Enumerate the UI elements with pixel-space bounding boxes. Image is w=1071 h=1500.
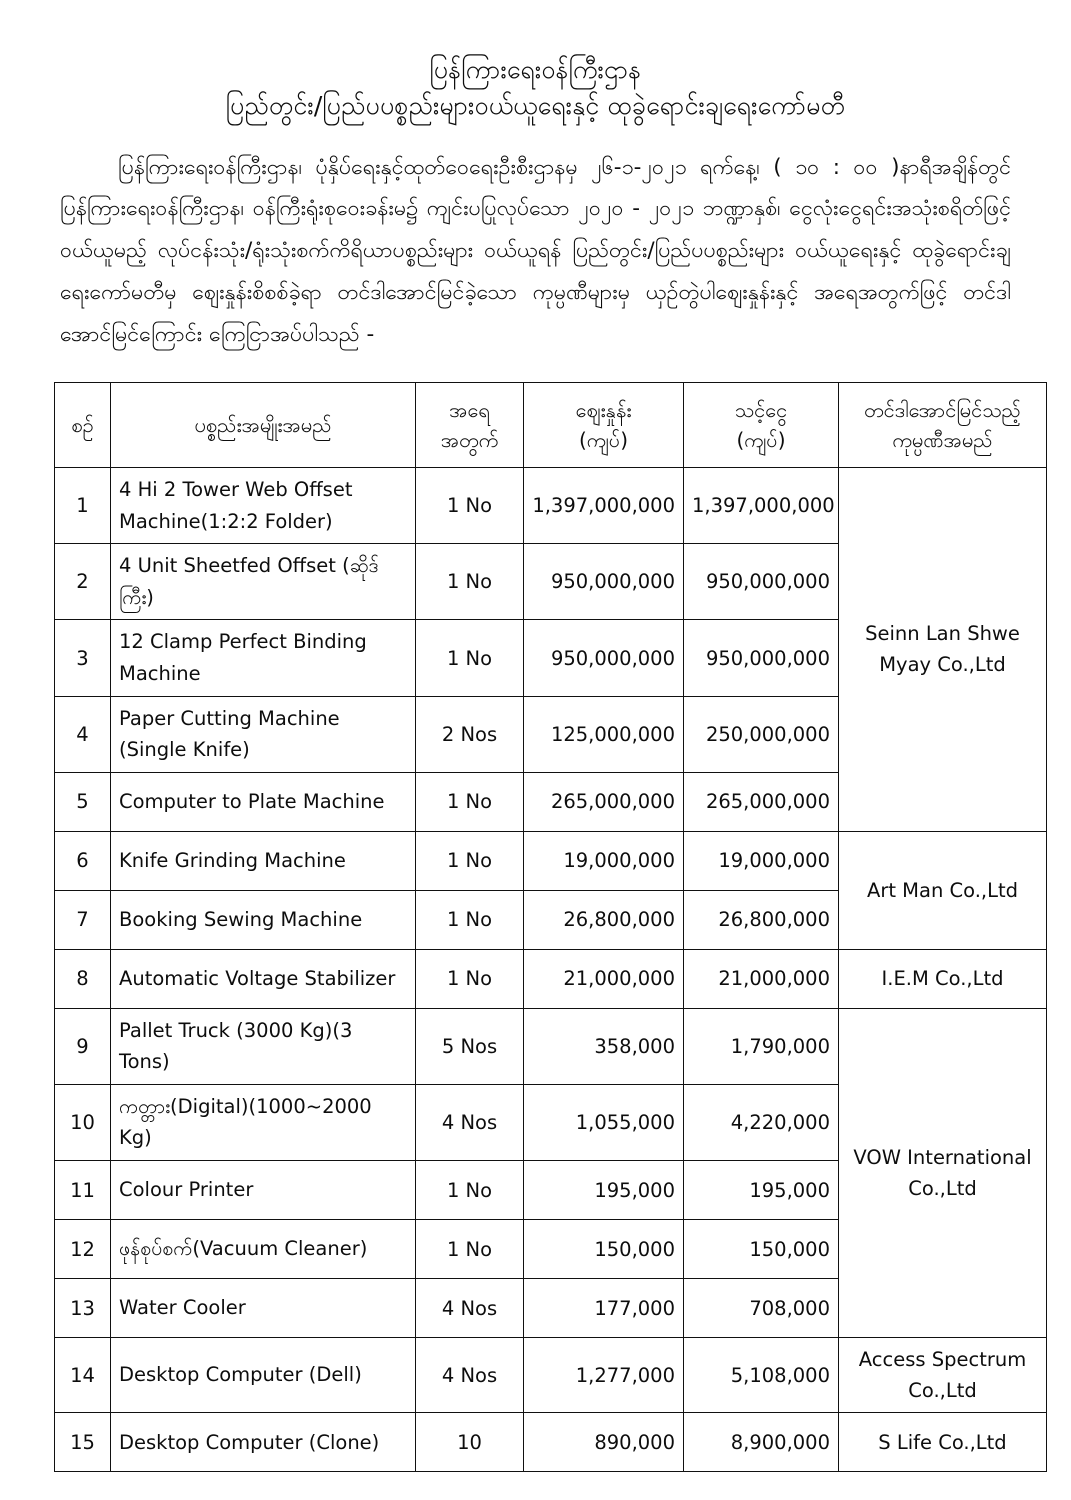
cell-item: ကတ္တား(Digital)(1000~2000 Kg)	[111, 1084, 416, 1160]
cell-serial: 12	[55, 1220, 111, 1279]
ministry-title: ပြန်ကြားရေးဝန်ကြီးဌာန	[429, 55, 642, 84]
cell-unit-price: 150,000	[524, 1220, 684, 1279]
cell-amount: 21,000,000	[684, 949, 839, 1008]
column-header-quantity: အရေ အတွက်	[416, 383, 524, 468]
cell-quantity: 4 Nos	[416, 1084, 524, 1160]
cell-unit-price: 1,277,000	[524, 1338, 684, 1413]
cell-item: Automatic Voltage Stabilizer	[111, 949, 416, 1008]
cell-item: Pallet Truck (3000 Kg)(3 Tons)	[111, 1008, 416, 1084]
cell-serial: 14	[55, 1338, 111, 1413]
cell-serial: 15	[55, 1413, 111, 1472]
cell-quantity: 5 Nos	[416, 1008, 524, 1084]
column-header-item: ပစ္စည်းအမျိုးအမည်	[111, 383, 416, 468]
cell-serial: 13	[55, 1279, 111, 1338]
cell-amount: 19,000,000	[684, 831, 839, 890]
column-header-company: တင်ဒါအောင်မြင်သည့် ကုမ္ပဏီအမည်	[839, 383, 1047, 468]
cell-amount: 950,000,000	[684, 544, 839, 620]
announcement-paragraph	[54, 147, 1017, 357]
cell-amount: 250,000,000	[684, 696, 839, 772]
cell-serial: 7	[55, 890, 111, 949]
cell-item: Desktop Computer (Dell)	[111, 1338, 416, 1413]
cell-serial: 5	[55, 772, 111, 831]
cell-amount: 950,000,000	[684, 620, 839, 696]
cell-company: I.E.M Co.,Ltd	[839, 949, 1047, 1008]
cell-quantity: 4 Nos	[416, 1338, 524, 1413]
cell-unit-price: 19,000,000	[524, 831, 684, 890]
cell-quantity: 1 No	[416, 831, 524, 890]
cell-unit-price: 195,000	[524, 1161, 684, 1220]
cell-serial: 3	[55, 620, 111, 696]
table-row	[55, 949, 1047, 1008]
cell-amount: 150,000	[684, 1220, 839, 1279]
cell-item: Water Cooler	[111, 1279, 416, 1338]
table-row	[55, 1338, 1047, 1413]
cell-item: 12 Clamp Perfect Binding Machine	[111, 620, 416, 696]
cell-amount: 708,000	[684, 1279, 839, 1338]
cell-unit-price: 1,397,000,000	[524, 468, 684, 544]
paragraph-text: ပြန်ကြားရေးဝန်ကြီးဌာန၊ ပုံနှိပ်ရေးနှင့်ထုတ်ဝေရေးဦးစီးဌာနမှ ၂၆-၁-၂၀၂၁ ရက်နေ့၊ ( ၁၀ : ၀၀ )နာရီအချိန်တွင် ပြန်ကြားရေးဝန်ကြီးဌာန၊ ဝန်ကြီးရုံးစုဝေးခန်းမ၌ ကျင်းပပြုလုပ်သော ၂၀၂၀ - ၂၀၂၁ ဘဏ္ဍာနှစ်၊ ငွေလုံးငွေရင်းအသုံးစရိတ်ဖြင့် ဝယ်ယူမည့် လုပ်ငန်းသုံး/ရုံးသုံးစက်ကိရိယာပစ္စည်းများ ဝယ်ယူရန် ပြည်တွင်း/ပြည်ပပစ္စည်းများ ဝယ်ယူရေးနှင့် ထုခွဲရောင်းချရေးကော်မတီမှ ဈေးနှုန်းစိစစ်ခဲ့ရာ တင်ဒါအောင်မြင်ခဲ့သော ကုမ္ပဏီများမှ ယှဉ်တွဲပါဈေးနှုန်းနှင့် အရေအတွက်ဖြင့် တင်ဒါအောင်မြင်ကြောင်း ကြေငြာအပ်ပါသည် -	[60, 154, 1011, 348]
document-header	[54, 52, 1017, 125]
committee-title: ပြည်တွင်း/ပြည်ပပစ္စည်းများဝယ်ယူရေးနှင့် ထုခွဲရောင်းချရေးကော်မတီ	[225, 91, 846, 121]
cell-item: Booking Sewing Machine	[111, 890, 416, 949]
cell-serial: 4	[55, 696, 111, 772]
cell-serial: 9	[55, 1008, 111, 1084]
cell-quantity: 10	[416, 1413, 524, 1472]
cell-serial: 1	[55, 468, 111, 544]
cell-item: 4 Hi 2 Tower Web Offset Machine(1:2:2 Folder)	[111, 468, 416, 544]
cell-company: Seinn Lan Shwe Myay Co.,Ltd	[839, 468, 1047, 832]
cell-serial: 10	[55, 1084, 111, 1160]
table-row	[55, 1413, 1047, 1472]
cell-item: Desktop Computer (Clone)	[111, 1413, 416, 1472]
table-header-row	[55, 383, 1047, 468]
cell-quantity: 4 Nos	[416, 1279, 524, 1338]
table-row	[55, 831, 1047, 890]
cell-quantity: 1 No	[416, 890, 524, 949]
cell-amount: 265,000,000	[684, 772, 839, 831]
cell-unit-price: 26,800,000	[524, 890, 684, 949]
column-header-serial: စဉ်	[55, 383, 111, 468]
cell-unit-price: 950,000,000	[524, 544, 684, 620]
cell-unit-price: 177,000	[524, 1279, 684, 1338]
cell-quantity: 1 No	[416, 544, 524, 620]
cell-serial: 6	[55, 831, 111, 890]
cell-unit-price: 950,000,000	[524, 620, 684, 696]
cell-quantity: 1 No	[416, 620, 524, 696]
cell-quantity: 2 Nos	[416, 696, 524, 772]
column-header-amount: သင့်ငွေ (ကျပ်)	[684, 383, 839, 468]
cell-amount: 8,900,000	[684, 1413, 839, 1472]
table-body	[55, 468, 1047, 1472]
cell-quantity: 1 No	[416, 1161, 524, 1220]
cell-unit-price: 1,055,000	[524, 1084, 684, 1160]
column-header-unit-price: ဈေးနှုန်း (ကျပ်)	[524, 383, 684, 468]
cell-unit-price: 125,000,000	[524, 696, 684, 772]
cell-item: Knife Grinding Machine	[111, 831, 416, 890]
cell-unit-price: 890,000	[524, 1413, 684, 1472]
cell-item: ဖုန်စုပ်စက်(Vacuum Cleaner)	[111, 1220, 416, 1279]
cell-item: Computer to Plate Machine	[111, 772, 416, 831]
cell-company: S Life Co.,Ltd	[839, 1413, 1047, 1472]
cell-serial: 2	[55, 544, 111, 620]
cell-item: 4 Unit Sheetfed Offset (ဆိုဒ်ကြီး)	[111, 544, 416, 620]
table-row	[55, 1008, 1047, 1084]
cell-company: Access Spectrum Co.,Ltd	[839, 1338, 1047, 1413]
cell-item: Paper Cutting Machine (Single Knife)	[111, 696, 416, 772]
table-row	[55, 468, 1047, 544]
cell-serial: 11	[55, 1161, 111, 1220]
cell-serial: 8	[55, 949, 111, 1008]
cell-item: Colour Printer	[111, 1161, 416, 1220]
cell-amount: 5,108,000	[684, 1338, 839, 1413]
cell-quantity: 1 No	[416, 949, 524, 1008]
cell-quantity: 1 No	[416, 772, 524, 831]
cell-unit-price: 21,000,000	[524, 949, 684, 1008]
cell-unit-price: 358,000	[524, 1008, 684, 1084]
cell-quantity: 1 No	[416, 468, 524, 544]
cell-quantity: 1 No	[416, 1220, 524, 1279]
cell-unit-price: 265,000,000	[524, 772, 684, 831]
cell-amount: 1,397,000,000	[684, 468, 839, 544]
cell-amount: 26,800,000	[684, 890, 839, 949]
cell-amount: 195,000	[684, 1161, 839, 1220]
cell-amount: 4,220,000	[684, 1084, 839, 1160]
cell-company: VOW International Co.,Ltd	[839, 1008, 1047, 1337]
cell-amount: 1,790,000	[684, 1008, 839, 1084]
tender-results-table	[54, 382, 1047, 1472]
cell-company: Art Man Co.,Ltd	[839, 831, 1047, 949]
